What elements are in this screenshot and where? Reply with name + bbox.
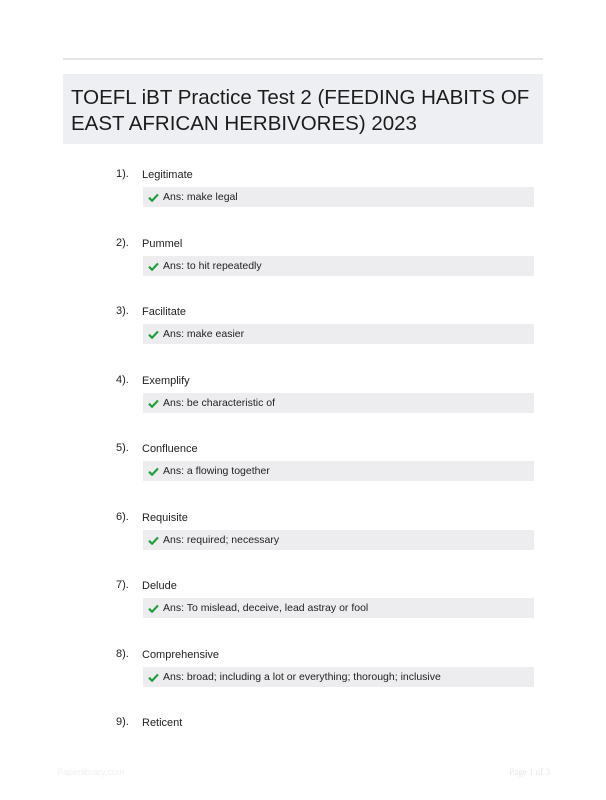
page-title: TOEFL iBT Practice Test 2 (FEEDING HABITS OF EAST AFRICAN HERBIVORES) 2023 [71, 86, 530, 135]
question-term: Legitimate [142, 169, 193, 181]
question-item [0, 167, 606, 227]
question-number: 2). [116, 237, 129, 249]
answer-text: Ans: be characteristic of [163, 397, 276, 409]
answer-text: Ans: to hit repeatedly [163, 260, 262, 272]
page-number: Page 1 of 3 [509, 767, 550, 777]
answer-text: Ans: To mislead, deceive, lead astray or fool [163, 602, 369, 614]
question-item [0, 304, 606, 364]
answer-box [143, 530, 534, 550]
question-term: Requisite [142, 512, 188, 524]
check-icon [148, 673, 159, 682]
question-term: Confluence [142, 443, 198, 455]
answer-text: Ans: a flowing together [163, 465, 270, 477]
question-number: 9). [116, 716, 129, 728]
question-number: 3). [116, 305, 129, 317]
check-icon [148, 536, 159, 545]
question-item [0, 441, 606, 501]
question-term: Delude [142, 580, 177, 592]
question-number: 6). [116, 511, 129, 523]
answer-text: Ans: make easier [163, 328, 245, 340]
question-term: Pummel [142, 238, 183, 250]
question-number: 1). [116, 168, 129, 180]
answer-text: Ans: broad; including a lot or everything; thorough; inclusive [163, 671, 441, 683]
answer-box [143, 461, 534, 481]
answer-box [143, 256, 534, 276]
answer-box [143, 667, 534, 687]
check-icon [148, 193, 159, 202]
footer-watermark: Paperlibrary.com [57, 767, 125, 777]
check-icon [148, 262, 159, 271]
answer-text: Ans: make legal [163, 191, 238, 203]
question-term: Exemplify [142, 375, 190, 387]
question-term: Comprehensive [142, 649, 220, 661]
answer-box [143, 598, 534, 618]
question-item [0, 647, 606, 707]
answer-text: Ans: required; necessary [163, 534, 280, 546]
answer-box [143, 393, 534, 413]
question-term: Reticent [142, 717, 183, 729]
question-term: Facilitate [142, 306, 187, 318]
check-icon [148, 467, 159, 476]
question-item [0, 510, 606, 570]
question-number: 8). [116, 648, 129, 660]
check-icon [148, 399, 159, 408]
question-item [0, 236, 606, 296]
question-item [0, 715, 606, 775]
question-number: 5). [116, 442, 129, 454]
question-number: 4). [116, 374, 129, 386]
answer-box [143, 187, 534, 207]
question-number: 7). [116, 579, 129, 591]
question-item [0, 373, 606, 433]
question-item [0, 578, 606, 638]
check-icon [148, 330, 159, 339]
answer-box [143, 324, 534, 344]
check-icon [148, 604, 159, 613]
